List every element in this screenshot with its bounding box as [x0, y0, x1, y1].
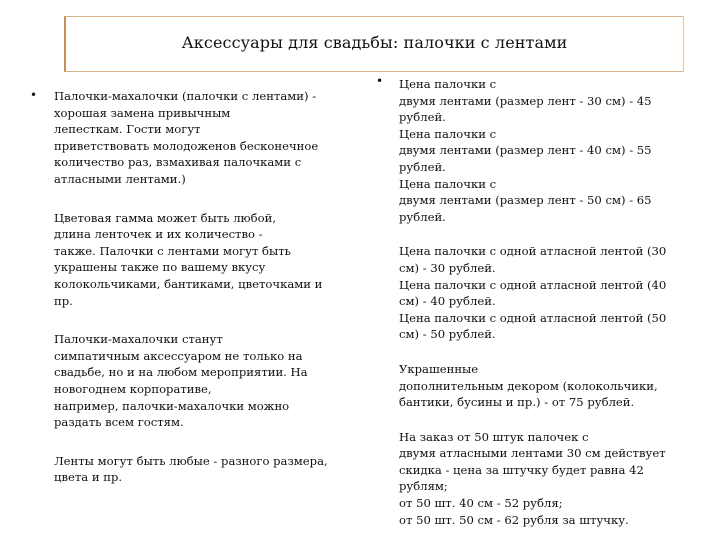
right-paragraph-3: Украшенные дополнительным декором (колокольчики, бантики, бусины и пр.) - от 75 рублей. [399, 361, 658, 410]
slide-title: Аксессуары для свадьбы: палочки с лентами [181, 33, 568, 52]
right-paragraph-1: Цена палочки с двумя лентами (размер лент - 30 см) - 45 рублей. Цена палочки с двумя лентами (размер лент - 40 см) - 55 рублей. Цена палочки с двумя лентами (размер лент - 50 см) - 65 рублей. [399, 77, 652, 224]
right-paragraph-2: Цена палочки с одной атласной лентой (30 см) - 30 рублей. Цена палочки с одной атласной лентой (40 см) - 40 рублей. Цена палочки с одной атласной лентой (50 см) - 50 рублей. [399, 244, 667, 342]
right-column [399, 76, 699, 528]
right-paragraph-4: На заказ от 50 штук палочек с двумя атласными лентами 30 см действует скидка - цена за штучку будет равна 42 рублям; от 50 шт. 40 см - 52 рубля; от 50 шт. 50 см - 62 рубля за штучку. [399, 429, 666, 527]
left-paragraph-2: Цветовая гамма может быть любой, длина ленточек и их количество - также. Палочки с лентами могут быть украшены также по вашему вкусу колокольчиками, бантиками, цветочками и пр. [54, 210, 323, 308]
title-box [64, 16, 684, 72]
left-column [54, 88, 354, 486]
left-paragraph-4: Ленты могут быть любые - разного размера, цвета и пр. [54, 453, 328, 485]
right-bullet: • [376, 74, 384, 88]
left-bullet: • [30, 88, 38, 102]
left-paragraph-3: Палочки-махалочки станут симпатичным аксессуаром не только на свадьбе, но и на любом мероприятии. На новогоднем корпоративе, например, палочки-махалочки можно раздать всем гостям. [54, 332, 308, 430]
left-paragraph-1: Палочки-махалочки (палочки с лентами) - хорошая замена привычным лепесткам. Гости могут приветствовать молодоженов бесконечное количество раз, взмахивая палочками с атласными лентами.) [54, 89, 319, 186]
